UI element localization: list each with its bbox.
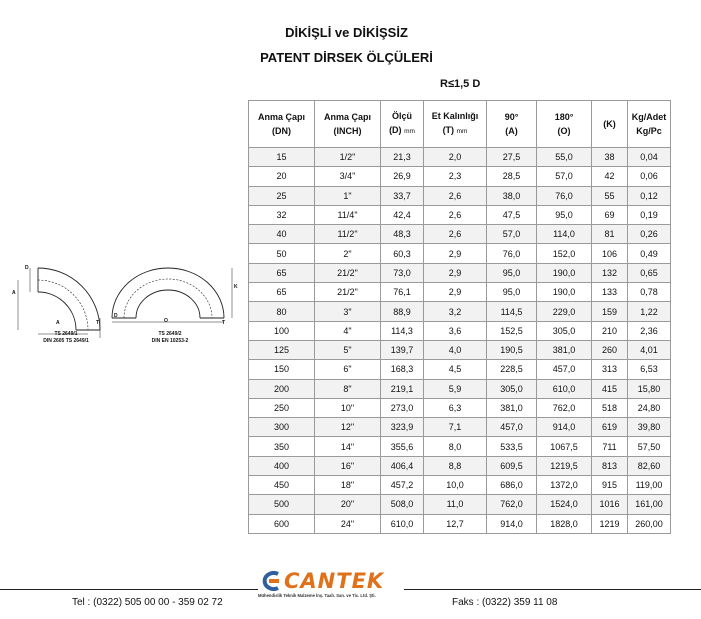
table-cell: 76,0: [487, 244, 537, 263]
table-row: [249, 302, 671, 321]
table-cell: 50: [249, 244, 315, 263]
table-cell: 813: [592, 456, 628, 475]
elbow-180-label-k: K: [234, 284, 238, 290]
table-cell: 2": [315, 244, 381, 263]
table-cell: 57,50: [628, 437, 671, 456]
table-row: [249, 379, 671, 398]
table-cell: 38: [592, 148, 628, 167]
table-cell: 27,5: [487, 148, 537, 167]
table-cell: 161,00: [628, 495, 671, 514]
table-cell: 57,0: [487, 225, 537, 244]
table-cell: 4": [315, 321, 381, 340]
table-cell: 1828,0: [537, 514, 592, 533]
table-row: [249, 514, 671, 533]
table-cell: 400: [249, 456, 315, 475]
table-cell: 16": [315, 456, 381, 475]
table-cell: 48,3: [381, 225, 424, 244]
table-cell: 76,1: [381, 283, 424, 302]
table-cell: 406,4: [381, 456, 424, 475]
footer-fax: Faks : (0322) 359 11 08: [452, 597, 558, 608]
table-row: [249, 186, 671, 205]
table-cell: 15,80: [628, 379, 671, 398]
table-cell: 190,0: [537, 283, 592, 302]
table-cell: 1": [315, 186, 381, 205]
elbow-90-label-d: D: [25, 265, 29, 271]
table-cell: 2,6: [424, 186, 487, 205]
table-cell: 3,2: [424, 302, 487, 321]
table-cell: 4,5: [424, 360, 487, 379]
table-header-row: [249, 101, 671, 148]
cantek-logo: [258, 568, 398, 600]
table-cell: 119,00: [628, 476, 671, 495]
table-row: [249, 360, 671, 379]
table-cell: 106: [592, 244, 628, 263]
table-cell: 57,0: [537, 167, 592, 186]
table-cell: 21/2": [315, 263, 381, 282]
table-cell: 82,60: [628, 456, 671, 475]
header-k: (K): [592, 101, 628, 148]
table-row: [249, 244, 671, 263]
table-cell: 1/2": [315, 148, 381, 167]
table-cell: 518: [592, 398, 628, 417]
table-cell: 152,5: [487, 321, 537, 340]
table-cell: 450: [249, 476, 315, 495]
elbow-90-caption-line1: TS 2649/1: [54, 331, 78, 337]
table-cell: 6,53: [628, 360, 671, 379]
table-row: [249, 283, 671, 302]
title-line-1: DİKİŞLİ ve DİKİŞSİZ: [285, 25, 408, 40]
table-cell: 114,5: [487, 302, 537, 321]
table-cell: 32: [249, 205, 315, 224]
table-cell: 11/2": [315, 225, 381, 244]
table-cell: 6,3: [424, 398, 487, 417]
logo-subtitle: Mühendislik Teknik Malzeme İnş. Taah. San. ve Tic. Ltd. Şti.: [258, 593, 376, 598]
table-cell: 88,9: [381, 302, 424, 321]
table-cell: 2,9: [424, 263, 487, 282]
elbow-90-label-a: A: [12, 290, 16, 296]
header-dn: Anma Çapı (DN): [249, 101, 315, 148]
table-cell: 3,6: [424, 321, 487, 340]
table-cell: 159: [592, 302, 628, 321]
table-cell: 20": [315, 495, 381, 514]
footer-line-right: [404, 589, 701, 590]
table-cell: 1372,0: [537, 476, 592, 495]
table-cell: 300: [249, 418, 315, 437]
table-cell: 10": [315, 398, 381, 417]
table-cell: 7,1: [424, 418, 487, 437]
table-cell: 42,4: [381, 205, 424, 224]
table-cell: 4,0: [424, 340, 487, 359]
table-cell: 323,9: [381, 418, 424, 437]
table-cell: 5": [315, 340, 381, 359]
table-cell: 350: [249, 437, 315, 456]
table-cell: 1524,0: [537, 495, 592, 514]
table-cell: 11,0: [424, 495, 487, 514]
table-cell: 25: [249, 186, 315, 205]
table-cell: 600: [249, 514, 315, 533]
table-cell: 457,0: [537, 360, 592, 379]
table-row: [249, 148, 671, 167]
table-cell: 28,5: [487, 167, 537, 186]
table-cell: 33,7: [381, 186, 424, 205]
table-cell: 355,6: [381, 437, 424, 456]
table-cell: 55,0: [537, 148, 592, 167]
table-cell: 39,80: [628, 418, 671, 437]
table-cell: 0,26: [628, 225, 671, 244]
table-cell: 0,78: [628, 283, 671, 302]
table-cell: 12,7: [424, 514, 487, 533]
table-cell: 3": [315, 302, 381, 321]
table-cell: 610,0: [537, 379, 592, 398]
table-cell: 2,9: [424, 283, 487, 302]
table-cell: 219,1: [381, 379, 424, 398]
table-cell: 762,0: [537, 398, 592, 417]
radius-note: R≤1,5 D: [440, 78, 481, 90]
table-cell: 14": [315, 437, 381, 456]
table-cell: 8": [315, 379, 381, 398]
logo-mark-icon: [258, 571, 282, 591]
table-cell: 313: [592, 360, 628, 379]
table-row: [249, 167, 671, 186]
table-cell: 381,0: [537, 340, 592, 359]
table-cell: 500: [249, 495, 315, 514]
table-cell: 6": [315, 360, 381, 379]
table-cell: 76,0: [537, 186, 592, 205]
table-cell: 1067,5: [537, 437, 592, 456]
table-cell: 133: [592, 283, 628, 302]
table-row: [249, 437, 671, 456]
table-cell: 229,0: [537, 302, 592, 321]
table-cell: 381,0: [487, 398, 537, 417]
table-cell: 15: [249, 148, 315, 167]
table-cell: 190,5: [487, 340, 537, 359]
table-cell: 95,0: [487, 263, 537, 282]
table-cell: 0,12: [628, 186, 671, 205]
elbow-dimension-table: [248, 100, 671, 534]
table-cell: 18": [315, 476, 381, 495]
table-cell: 1219: [592, 514, 628, 533]
table-cell: 3/4": [315, 167, 381, 186]
table-cell: 132: [592, 263, 628, 282]
header-outer-diameter: Ölçü (D) mm: [381, 101, 424, 148]
table-cell: 0,04: [628, 148, 671, 167]
table-cell: 5,9: [424, 379, 487, 398]
table-row: [249, 321, 671, 340]
table-row: [249, 205, 671, 224]
table-row: [249, 418, 671, 437]
table-cell: 65: [249, 283, 315, 302]
header-inch: Anma Çapı (INCH): [315, 101, 381, 148]
table-row: [249, 340, 671, 359]
table-cell: 914,0: [537, 418, 592, 437]
table-cell: 81: [592, 225, 628, 244]
table-row: [249, 456, 671, 475]
table-cell: 168,3: [381, 360, 424, 379]
table-cell: 457,0: [487, 418, 537, 437]
table-cell: 69: [592, 205, 628, 224]
table-cell: 150: [249, 360, 315, 379]
elbow-90-label-t: T: [96, 320, 100, 326]
table-cell: 305,0: [537, 321, 592, 340]
table-cell: 24,80: [628, 398, 671, 417]
table-cell: 95,0: [537, 205, 592, 224]
elbow-180-label-d: D: [114, 313, 118, 319]
header-90: 90° (A): [487, 101, 537, 148]
table-cell: 21/2": [315, 283, 381, 302]
table-cell: 100: [249, 321, 315, 340]
table-row: [249, 398, 671, 417]
table-cell: 4,01: [628, 340, 671, 359]
table-cell: 762,0: [487, 495, 537, 514]
table-cell: 114,0: [537, 225, 592, 244]
table-cell: 2,9: [424, 244, 487, 263]
table-cell: 42: [592, 167, 628, 186]
footer-line-left: [0, 589, 258, 590]
table-cell: 12": [315, 418, 381, 437]
table-cell: 260,00: [628, 514, 671, 533]
table-row: [249, 263, 671, 282]
table-cell: 95,0: [487, 283, 537, 302]
table-cell: 10,0: [424, 476, 487, 495]
table-cell: 686,0: [487, 476, 537, 495]
table-cell: 60,3: [381, 244, 424, 263]
table-cell: 73,0: [381, 263, 424, 282]
table-row: [249, 476, 671, 495]
table-cell: 711: [592, 437, 628, 456]
table-row: [249, 225, 671, 244]
table-cell: 55: [592, 186, 628, 205]
header-wall-thickness: Et Kalınlığı (T) mm: [424, 101, 487, 148]
table-cell: 260: [592, 340, 628, 359]
table-cell: 125: [249, 340, 315, 359]
logo-text: CANTEK: [284, 569, 385, 593]
table-row: [249, 495, 671, 514]
table-cell: 47,5: [487, 205, 537, 224]
table-cell: 2,0: [424, 148, 487, 167]
table-cell: 1,22: [628, 302, 671, 321]
table-cell: 914,0: [487, 514, 537, 533]
table-cell: 0,49: [628, 244, 671, 263]
table-cell: 619: [592, 418, 628, 437]
elbow-90-caption: [36, 331, 96, 345]
elbow-180-caption: [140, 331, 200, 345]
table-cell: 152,0: [537, 244, 592, 263]
table-cell: 139,7: [381, 340, 424, 359]
table-cell: 114,3: [381, 321, 424, 340]
table-cell: 8,0: [424, 437, 487, 456]
table-cell: 533,5: [487, 437, 537, 456]
elbow-180-label-t: T: [222, 320, 226, 326]
table-cell: 1219,5: [537, 456, 592, 475]
table-cell: 250: [249, 398, 315, 417]
table-cell: 26,9: [381, 167, 424, 186]
table-cell: 1016: [592, 495, 628, 514]
table-cell: 20: [249, 167, 315, 186]
table-cell: 2,3: [424, 167, 487, 186]
table-cell: 2,36: [628, 321, 671, 340]
elbow-180-caption-line2: DIN EN 10253-2: [151, 338, 189, 344]
table-cell: 305,0: [487, 379, 537, 398]
title-line-2: PATENT DİRSEK ÖLÇÜLERİ: [260, 50, 433, 65]
table-cell: 273,0: [381, 398, 424, 417]
elbow-180-caption-line1: TS 2649/2: [158, 331, 182, 337]
table-cell: 38,0: [487, 186, 537, 205]
footer-phone: Tel : (0322) 505 00 00 - 359 02 72: [72, 597, 223, 608]
table-cell: 8,8: [424, 456, 487, 475]
table-cell: 610,0: [381, 514, 424, 533]
table-cell: 65: [249, 263, 315, 282]
table-cell: 228,5: [487, 360, 537, 379]
header-180: 180° (O): [537, 101, 592, 148]
table-cell: 210: [592, 321, 628, 340]
table-cell: 21,3: [381, 148, 424, 167]
table-cell: 0,65: [628, 263, 671, 282]
table-cell: 609,5: [487, 456, 537, 475]
table-cell: 2,6: [424, 225, 487, 244]
table-cell: 0,19: [628, 205, 671, 224]
header-weight: Kg/Adet Kg/Pc: [628, 101, 671, 148]
table-cell: 80: [249, 302, 315, 321]
table-cell: 190,0: [537, 263, 592, 282]
table-cell: 0,06: [628, 167, 671, 186]
elbow-90-label-a-bottom: A: [56, 320, 60, 326]
elbow-180-label-o: O: [164, 318, 168, 324]
table-cell: 915: [592, 476, 628, 495]
table-cell: 2,6: [424, 205, 487, 224]
table-cell: 24": [315, 514, 381, 533]
table-cell: 40: [249, 225, 315, 244]
table-cell: 508,0: [381, 495, 424, 514]
table-cell: 457,2: [381, 476, 424, 495]
table-cell: 11/4": [315, 205, 381, 224]
table-cell: 200: [249, 379, 315, 398]
table-cell: 415: [592, 379, 628, 398]
elbow-90-caption-line2: DIN 2605 TS 2649/1: [43, 338, 89, 344]
